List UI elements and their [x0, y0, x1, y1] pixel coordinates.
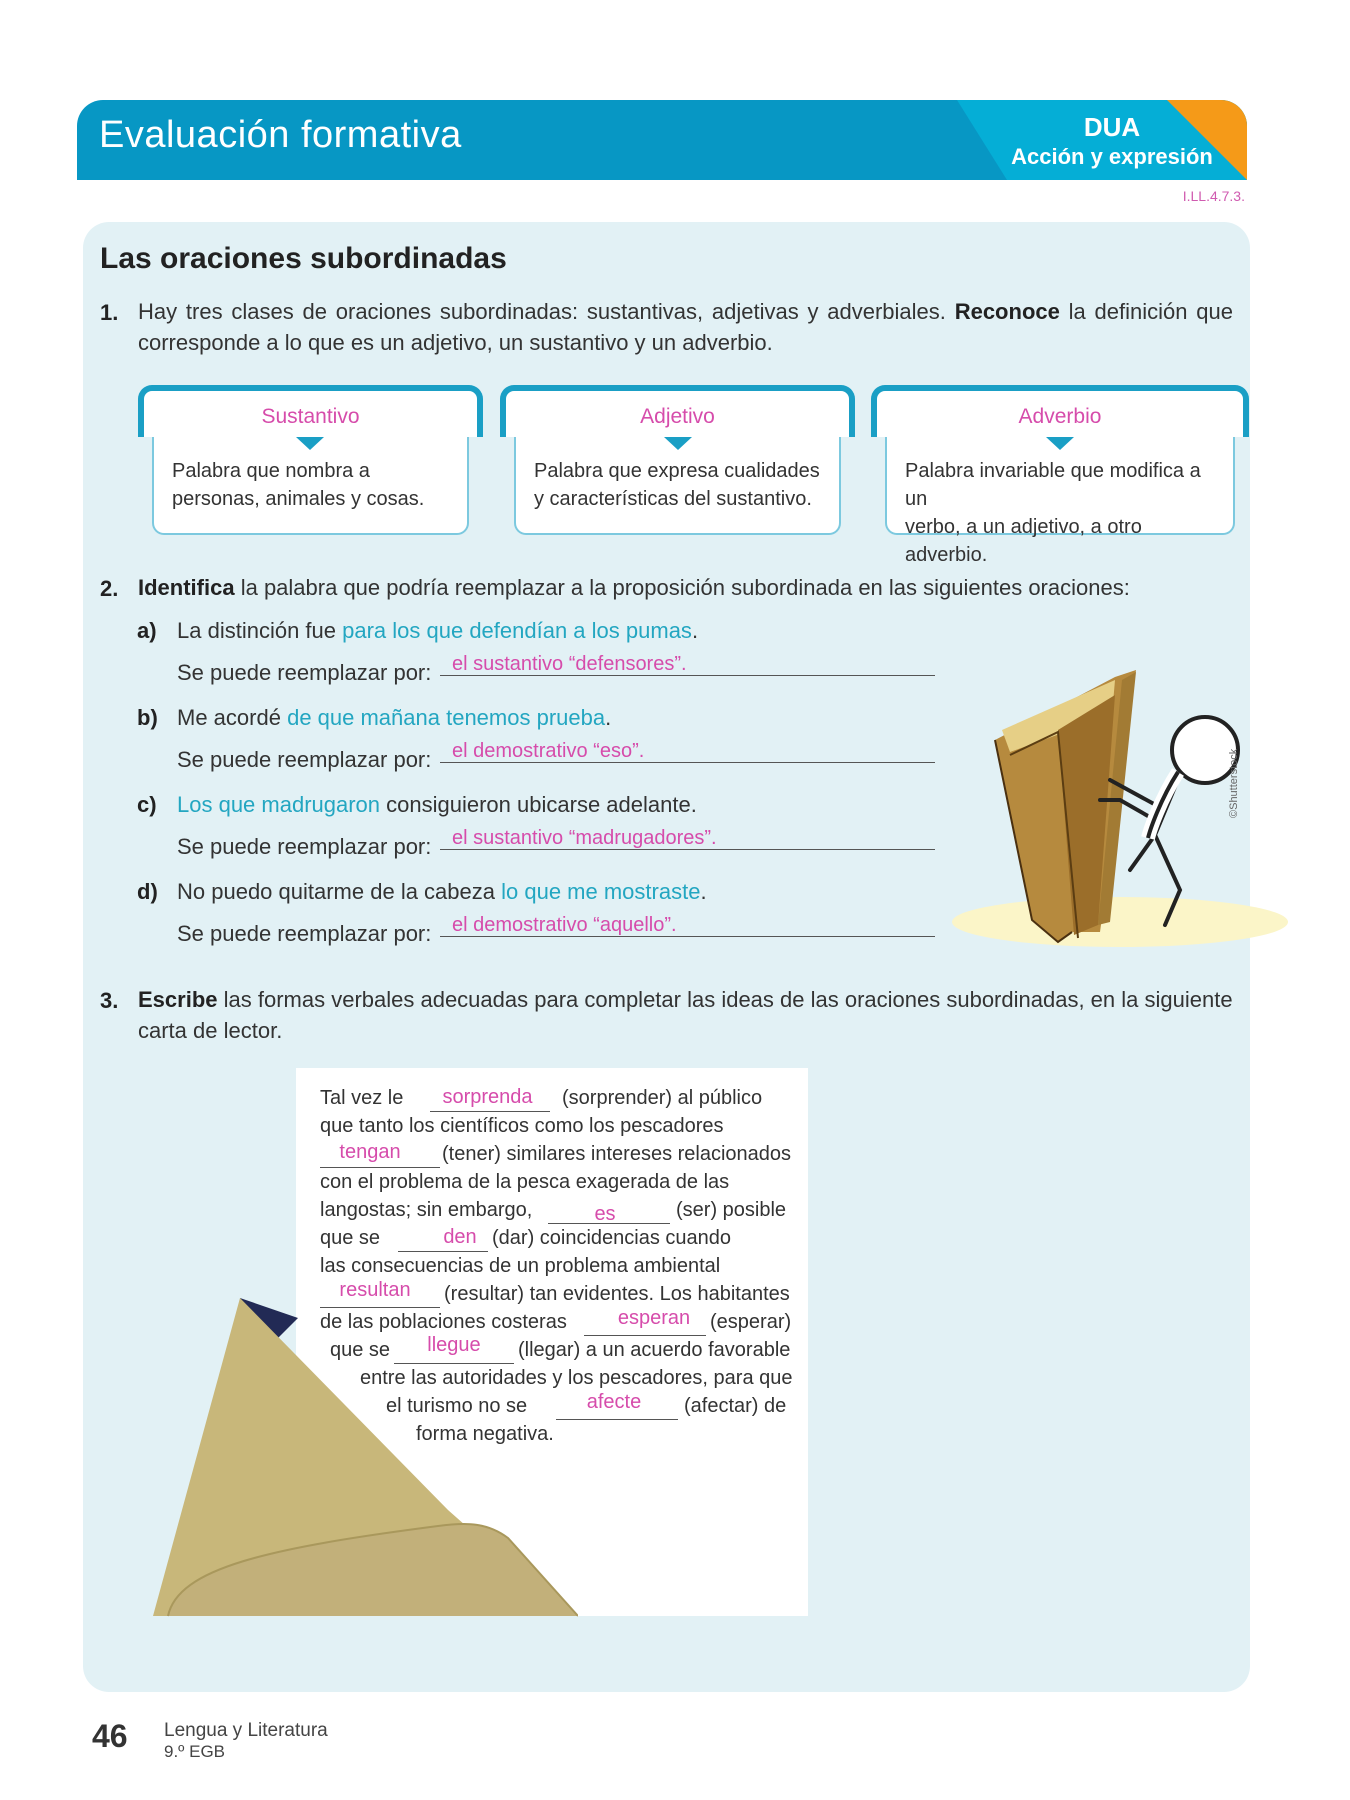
item-sentence: La distinción fue para los que defendían a los pumas.: [177, 618, 699, 643]
item-letter: d): [137, 879, 158, 904]
q2-text: [138, 572, 1130, 603]
replace-label: Se puede reemplazar por:: [177, 747, 432, 772]
q1-bold: Reconoce: [954, 299, 1060, 324]
highlight: Los que madrugaron: [177, 792, 381, 817]
replace-label: Se puede reemplazar por:: [177, 921, 432, 946]
card-line: Palabra que nombra a: [172, 460, 370, 482]
q3-text: [138, 984, 1233, 1015]
answer-line: [440, 936, 935, 937]
answer-line: [440, 762, 935, 763]
page-title: Evaluación formativa: [99, 114, 462, 156]
card-line: personas, animales y cosas.: [172, 488, 425, 510]
item-letter: b): [137, 705, 158, 730]
q3-bold: Escribe: [138, 987, 218, 1012]
letter-text: (llegar) a un acuerdo favorable: [518, 1339, 791, 1361]
letter-text: forma negativa.: [416, 1423, 554, 1445]
footer-grade: 9.º EGB: [164, 1742, 226, 1761]
q3-text-a: las formas verbales adecuadas para completar las ideas de las oraciones subordinadas, en la siguiente: [223, 987, 1233, 1012]
item-sentence: Los que madrugaron consiguieron ubicarse adelante.: [177, 792, 697, 817]
answer: el demostrativo “eso”.: [452, 740, 645, 762]
highlight: de que mañana tenemos prueba: [287, 705, 606, 730]
letter-text: (resultar) tan evidentes. Los habitantes: [444, 1283, 790, 1305]
dua-label: DUA: [1083, 112, 1141, 142]
letter-text: (afectar) de: [684, 1395, 787, 1417]
footer-subject: Lengua y Literatura: [164, 1720, 328, 1741]
q1-text-c: corresponde a lo que es un adjetivo, un sustantivo y un adverbio.: [138, 330, 773, 355]
item-letter: c): [137, 792, 157, 817]
section-title: Las oraciones subordinadas: [100, 242, 507, 275]
fill-blank: [320, 1307, 440, 1308]
letter-text: (esperar): [710, 1311, 792, 1333]
card-line: y características del sustantivo.: [534, 488, 812, 510]
header-banner: [77, 100, 1247, 180]
answer: el sustantivo “madrugadores”.: [452, 827, 717, 849]
definition-card: [138, 385, 483, 535]
filled-answer: tengan: [339, 1141, 401, 1163]
definition-card: [500, 385, 855, 535]
q1-number: 1.: [100, 300, 119, 325]
fill-blank: [430, 1111, 550, 1112]
fill-blank: [394, 1363, 514, 1364]
q1-text-a: Hay tres clases de oraciones subordinadas: sustantivas, adjetivas y adverbiales.: [138, 299, 946, 324]
highlight: lo que me mostraste: [501, 879, 701, 904]
filled-answer: es: [594, 1203, 616, 1225]
q1-text-b: la definición que: [1068, 299, 1234, 324]
fill-blank: [398, 1251, 488, 1252]
card-line: verbo, a un adjetivo, a otro adverbio.: [905, 516, 1142, 566]
letter-text: langostas; sin embargo,: [320, 1199, 533, 1221]
item-letter: a): [137, 618, 157, 643]
letter-text: de las poblaciones costeras: [320, 1311, 567, 1333]
card-arrow-icon: [1046, 437, 1074, 450]
q3-number: 3.: [100, 988, 119, 1013]
answer: el demostrativo “aquello”.: [452, 914, 677, 936]
letter-text: las consecuencias de un problema ambiental: [320, 1255, 721, 1277]
book-figure-illustration: [950, 660, 1295, 950]
card-arrow-icon: [296, 437, 324, 450]
q3-text-b: carta de lector.: [138, 1018, 283, 1043]
letter-text: el turismo no se: [386, 1395, 528, 1417]
image-credit: ©Shutterstock: [1228, 748, 1240, 818]
filled-answer: afecte: [586, 1391, 642, 1413]
filled-answer: resultan: [339, 1279, 411, 1301]
fill-blank: [556, 1419, 678, 1420]
filled-answer: den: [443, 1226, 477, 1248]
q1-text: [138, 296, 1233, 327]
letter-text: (sorprender) al público: [562, 1087, 763, 1109]
letter-text: (dar) coincidencias cuando: [492, 1227, 732, 1249]
dua-subtitle: Acción y expresión: [1011, 144, 1213, 169]
definition-card: [871, 385, 1249, 566]
highlight: para los que defendían a los pumas: [342, 618, 692, 643]
replace-label: Se puede reemplazar por:: [177, 660, 432, 685]
answer-line: [440, 675, 935, 676]
q2-text-body: la palabra que podría reemplazar a la proposición subordinada en las siguientes oraciones:: [240, 575, 1130, 600]
item-sentence: Me acordé de que mañana tenemos prueba.: [177, 705, 612, 730]
card-label: Adverbio: [1018, 405, 1102, 428]
page-number: 46: [92, 1718, 128, 1754]
q2-number: 2.: [100, 576, 119, 601]
answer-line: [440, 849, 935, 850]
replace-label: Se puede reemplazar por:: [177, 834, 432, 859]
filled-answer: llegue: [427, 1334, 481, 1356]
card-label: Sustantivo: [261, 405, 360, 428]
letter-text: entre las autoridades y los pescadores, para que: [360, 1367, 793, 1389]
letter-text: (tener) similares intereses relacionados: [442, 1143, 792, 1165]
indicator-code: I.LL.4.7.3.: [1182, 188, 1245, 204]
letter-text: que se: [320, 1227, 381, 1249]
fill-blank: [584, 1335, 706, 1336]
card-line: Palabra que expresa cualidades: [534, 460, 820, 482]
letter-text: con el problema de la pesca exagerada de las: [320, 1171, 730, 1193]
card-line: Palabra invariable que modifica a un: [905, 460, 1201, 510]
letter-text: que se: [330, 1339, 391, 1361]
filled-answer: esperan: [617, 1307, 691, 1329]
answer: el sustantivo “defensores”.: [452, 653, 687, 675]
letter-text: Tal vez le: [320, 1087, 404, 1109]
item-sentence: No puedo quitarme de la cabeza lo que me mostraste.: [177, 879, 707, 904]
card-arrow-icon: [664, 437, 692, 450]
filled-answer: sorprenda: [442, 1086, 533, 1108]
fill-blank: [320, 1167, 440, 1168]
letter-text: (ser) posible: [676, 1199, 787, 1221]
card-label: Adjetivo: [640, 405, 715, 428]
letter-text: que tanto los científicos como los pescadores: [320, 1115, 724, 1137]
q2-bold: Identifica: [138, 575, 235, 600]
